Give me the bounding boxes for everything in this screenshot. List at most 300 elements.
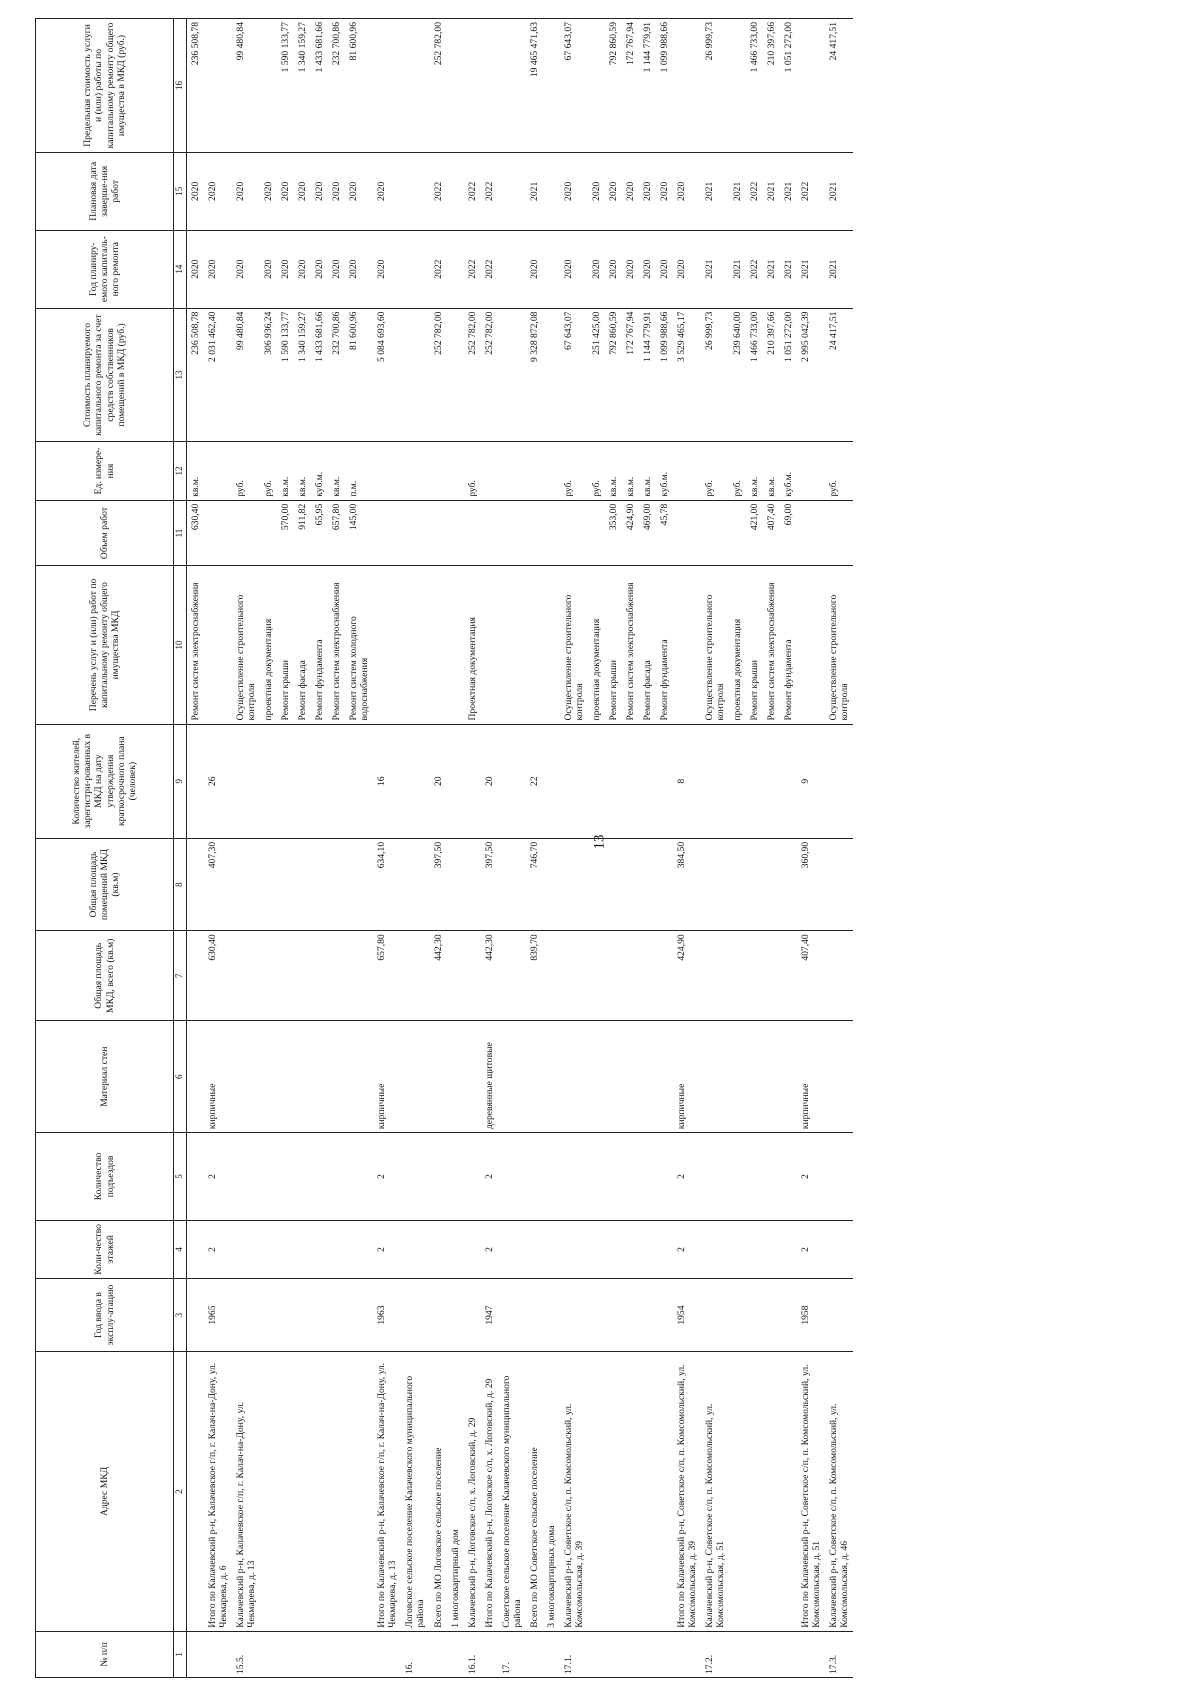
table-body [187,19,854,1678]
table-cell [622,931,639,1021]
table-cell: Ремонт систем электроснабжения [763,566,780,724]
table-cell [260,1631,277,1677]
table-cell: 2020 [373,152,401,230]
table-cell [656,1352,673,1632]
table-cell: 360,90 [797,838,825,930]
table-cell: 2 [797,1133,825,1221]
table-cell [656,931,673,1021]
column-number-row [174,19,187,1678]
table-cell: 2020 [560,230,588,308]
column-number-8: 8 [174,838,187,930]
table-cell: 2020 [204,230,232,308]
table-cell [729,838,746,930]
table-row [464,19,481,1678]
table-cell: кв.м. [639,442,656,500]
table-cell [187,1352,205,1632]
table-cell [622,724,639,838]
table-cell [780,724,797,838]
table-cell [277,931,294,1021]
table-cell: 2022 [746,152,763,230]
table-cell: 19 465 471,63 [526,19,543,153]
table-cell: Ремонт фасада [294,566,311,724]
table-cell [622,1133,639,1221]
table-row [746,19,763,1678]
table-cell [639,724,656,838]
table-cell: 2021 [825,152,853,230]
table-cell [797,19,825,153]
table-cell [464,1133,481,1221]
table-cell: 2020 [328,230,345,308]
table-cell: Итого по Калачевский р-н, Калачевское г/п, г. Калач-на-Дону, ул. Чекмарева, д. 13 [373,1352,401,1632]
column-header-13: Стоимость планируемого капитального ремонта за счет средств собственников помещений в МКД (руб.) [36,308,174,442]
table-cell [825,1220,853,1278]
table-cell: 2022 [797,152,825,230]
column-number-2: 2 [174,1352,187,1632]
table-cell: кирпичные [673,1021,701,1133]
table-cell [729,931,746,1021]
table-cell [701,724,729,838]
table-cell [311,1133,328,1221]
table-cell [526,1220,543,1278]
table-cell: 1 466 733,00 [746,308,763,442]
table-cell [639,1133,656,1221]
table-cell: Осуществление строительного контроля [701,566,729,724]
column-number-1: 1 [174,1631,187,1677]
table-cell [763,1021,780,1133]
table-cell: кв.м. [605,442,622,500]
table-cell [729,1021,746,1133]
table-cell: проектная документация [588,566,605,724]
table-cell [232,1279,260,1352]
table-cell: 2020 [345,230,373,308]
table-cell: 2020 [605,230,622,308]
table-cell [430,1021,447,1133]
table-cell [187,724,205,838]
table-cell: 67 643,07 [560,308,588,442]
table-cell [825,724,853,838]
table-cell: 2021 [729,152,746,230]
table-cell [430,1279,447,1352]
table-cell: 3 529 465,17 [673,308,701,442]
column-header-4: Коли-чество этажей [36,1220,174,1278]
table-cell: 1 099 988,66 [656,19,673,153]
table-cell: 17.3. [825,1631,853,1677]
table-cell [729,1279,746,1352]
table-cell: Калачевский р-н, Советское с/п, п. Комсомольский, ул. Комсомольская, д. 51 [701,1352,729,1632]
table-cell [464,500,481,566]
table-cell: 20 [430,724,447,838]
table-cell [447,1220,464,1278]
table-cell [673,1631,701,1677]
table-cell: 22 [526,724,543,838]
table-cell: руб. [464,442,481,500]
table-cell [622,1220,639,1278]
table-cell [701,1021,729,1133]
table-cell [729,1220,746,1278]
table-cell [656,838,673,930]
table-cell [588,500,605,566]
table-cell [401,152,429,230]
table-cell [763,1133,780,1221]
table-cell [729,1631,746,1677]
table-cell [498,931,526,1021]
table-row [232,19,260,1678]
table-cell: 2 [797,1220,825,1278]
table-cell: 2020 [639,230,656,308]
table-cell [588,1279,605,1352]
table-cell [464,931,481,1021]
table-cell: 2022 [464,152,481,230]
table-cell [780,1220,797,1278]
table-cell [187,838,205,930]
table-cell [656,1631,673,1677]
table-row [430,19,447,1678]
table-cell: 252 782,00 [430,308,447,442]
table-row [187,19,205,1678]
table-cell: руб. [729,442,746,500]
table-cell [260,1021,277,1133]
table-cell: 2 [204,1133,232,1221]
table-cell: руб. [260,442,277,500]
table-cell [639,1631,656,1677]
table-cell [588,838,605,930]
table-cell: 172 767,94 [622,308,639,442]
column-header-2: Адрес МКД [36,1352,174,1632]
table-cell: 630,40 [204,931,232,1021]
table-cell [526,1631,543,1677]
table-cell [673,566,701,724]
table-cell [430,1133,447,1221]
table-cell [746,1133,763,1221]
table-cell [498,230,526,308]
table-cell: 17.2. [701,1631,729,1677]
table-cell: Осуществление строительного контроля [232,566,260,724]
table-cell [447,931,464,1021]
table-cell [373,1631,401,1677]
table-cell [311,724,328,838]
table-row [639,19,656,1678]
table-cell: кв.м. [746,442,763,500]
table-cell [447,152,464,230]
table-cell: 252 782,00 [464,308,481,442]
table-cell [780,1352,797,1632]
table-cell [605,1021,622,1133]
table-cell [526,566,543,724]
table-cell: 9 [797,724,825,838]
column-header-7: Общая площадь МКД, всего (кв.м) [36,931,174,1021]
table-cell [311,1279,328,1352]
table-cell [373,19,401,153]
table-cell: 2020 [345,152,373,230]
table-cell [498,838,526,930]
table-cell: кирпичные [797,1021,825,1133]
table-cell [232,1021,260,1133]
table-cell [328,1279,345,1352]
column-number-10: 10 [174,566,187,724]
table-cell [560,1133,588,1221]
table-cell: Ремонт систем электроснабжения [187,566,205,724]
table-cell: 384,50 [673,838,701,930]
table-cell [605,1631,622,1677]
table-cell: 20 [481,724,498,838]
column-header-8: Общая площадь помещений МКД (кв.м) [36,838,174,930]
table-cell [498,500,526,566]
table-cell: 17.1. [560,1631,588,1677]
table-cell: 407,30 [204,838,232,930]
table-cell [560,1279,588,1352]
table-cell [543,1220,560,1278]
table-row [605,19,622,1678]
table-cell [701,1220,729,1278]
table-cell [294,1133,311,1221]
table-cell: 2020 [311,152,328,230]
table-cell [328,1021,345,1133]
table-cell: 2021 [701,152,729,230]
table-cell: 232 700,86 [328,19,345,153]
table-cell [825,1133,853,1221]
table-row [729,19,746,1678]
table-cell: 2020 [277,230,294,308]
table-cell: 1 466 733,00 [746,19,763,153]
table-row [311,19,328,1678]
table-cell: 1 340 159,27 [294,19,311,153]
table-cell [622,1279,639,1352]
table-cell [345,1021,373,1133]
table-cell [605,1220,622,1278]
table-cell [260,1220,277,1278]
table-cell: 2020 [673,230,701,308]
table-cell [780,1631,797,1677]
table-cell: 24 417,51 [825,308,853,442]
table-cell [526,1279,543,1352]
table-cell [204,500,232,566]
table-cell [673,500,701,566]
table-cell [498,152,526,230]
table-cell [260,724,277,838]
table-cell: 2 [373,1133,401,1221]
table-cell [701,838,729,930]
table-cell: 99 480,84 [232,308,260,442]
table-cell [605,1279,622,1352]
table-cell: 407,40 [763,500,780,566]
table-cell [447,1279,464,1352]
table-cell: деревянные щитовые [481,1021,498,1133]
table-cell: 26 [204,724,232,838]
table-cell: 252 782,00 [430,19,447,153]
table-cell: 2020 [232,230,260,308]
table-cell: 306 936,24 [260,308,277,442]
table-cell: 2 031 462,40 [204,308,232,442]
table-cell [260,931,277,1021]
header-row [36,19,174,1678]
table-cell: проектная документация [729,566,746,724]
table-cell [588,1352,605,1632]
table-row [277,19,294,1678]
table-cell: 1 051 272,00 [780,308,797,442]
table-cell: 1 340 159,27 [294,308,311,442]
table-cell [701,500,729,566]
table-cell: 252 782,00 [481,308,498,442]
table-cell: 16.1. [464,1631,481,1677]
table-cell [294,1279,311,1352]
table-cell: 1958 [797,1279,825,1352]
table-cell: 1965 [204,1279,232,1352]
table-cell [401,838,429,930]
table-cell: 2021 [780,230,797,308]
table-cell [187,1220,205,1278]
table-cell [622,1021,639,1133]
table-cell [401,308,429,442]
table-cell [498,1279,526,1352]
table-cell: Итого по Калачевский р-н, Логовское с/п, х. Логовский, д. 29 [481,1352,498,1632]
table-cell [763,1279,780,1352]
table-cell [656,724,673,838]
table-cell: кирпичные [373,1021,401,1133]
table-cell: кв.м. [277,442,294,500]
table-cell [543,442,560,500]
table-cell [430,500,447,566]
table-cell: 9 328 872,08 [526,308,543,442]
table-cell: 2 995 042,39 [797,308,825,442]
table-cell: 65,95 [311,500,328,566]
table-cell: 2020 [294,152,311,230]
table-cell [763,931,780,1021]
column-number-4: 4 [174,1220,187,1278]
column-number-7: 7 [174,931,187,1021]
table-cell [701,1133,729,1221]
table-cell [328,838,345,930]
table-cell [447,1631,464,1677]
table-cell [464,1220,481,1278]
table-cell [481,19,498,153]
table-cell [763,724,780,838]
table-cell [464,1021,481,1133]
table-cell: 2 [204,1220,232,1278]
table-cell: п.м. [345,442,373,500]
table-cell: Итого по Калачевский р-н, Советское с/п, п. Комсомольский, ул. Комсомольская, д. 51 [797,1352,825,1632]
table-cell [746,1352,763,1632]
table-cell [605,931,622,1021]
table-cell: 2020 [588,230,605,308]
table-cell: 236 508,78 [187,19,205,153]
column-number-16: 16 [174,19,187,153]
table-cell [232,724,260,838]
table-cell [260,500,277,566]
table-cell [639,1279,656,1352]
table-cell: 424,90 [673,931,701,1021]
table-cell [187,1133,205,1221]
table-cell: 1 433 681,66 [311,308,328,442]
column-number-9: 9 [174,724,187,838]
table-cell [543,931,560,1021]
table-cell [656,1220,673,1278]
table-cell [498,724,526,838]
table-cell: 2020 [526,230,543,308]
table-cell [498,308,526,442]
table-cell [560,838,588,930]
table-cell [260,19,277,153]
table-cell [763,1631,780,1677]
table-cell [763,1220,780,1278]
table-cell [481,500,498,566]
table-cell [498,1021,526,1133]
table-cell [328,931,345,1021]
table-cell: 69,00 [780,500,797,566]
table-cell [526,442,543,500]
table-cell: 2020 [673,152,701,230]
table-cell: 421,00 [746,500,763,566]
table-cell [401,1021,429,1133]
table-cell [560,500,588,566]
table-cell: 24 417,51 [825,19,853,153]
table-cell [345,724,373,838]
table-cell [277,1631,294,1677]
table-cell [401,931,429,1021]
table-cell [498,1133,526,1221]
table-cell [464,1279,481,1352]
table-cell: Калачевский р-н, Советское с/п, п. Комсомольский, ул. Комсомольская, д. 39 [560,1352,588,1632]
table-cell: 792 860,59 [605,308,622,442]
table-cell [277,1279,294,1352]
table-cell: Проектная документация [464,566,481,724]
table-cell: 2021 [825,230,853,308]
table-cell [430,1220,447,1278]
table-cell [260,1279,277,1352]
table-cell [345,1133,373,1221]
table-cell: 839,70 [526,931,543,1021]
table-cell [204,442,232,500]
table-cell [729,19,746,153]
table-cell: 2021 [780,152,797,230]
table-cell [746,838,763,930]
table-cell [543,1133,560,1221]
table-cell: 2020 [639,152,656,230]
table-cell: кв.м. [294,442,311,500]
table-cell: 2 [673,1133,701,1221]
table-cell [560,724,588,838]
table-row [622,19,639,1678]
table-cell [763,1352,780,1632]
table-cell: Осуществление строительного контроля [560,566,588,724]
table-cell: Ремонт систем холодного водоснабжения [345,566,373,724]
table-cell [729,1133,746,1221]
column-number-12: 12 [174,442,187,500]
table-cell [543,838,560,930]
table-cell [447,308,464,442]
table-cell: 630,40 [187,500,205,566]
table-row [673,19,701,1678]
column-header-16: Предельная стоимость услуги и (или) работы по капитальному ремонту общего имущества в МКД (руб.) [36,19,174,153]
table-cell [373,500,401,566]
table-cell: 239 640,00 [729,308,746,442]
table-cell: Ремонт систем электроснабжения [328,566,345,724]
table-cell [401,19,429,153]
table-cell: 1963 [373,1279,401,1352]
table-cell: 2020 [588,152,605,230]
column-header-1: № п/п [36,1631,174,1677]
table-cell: проектная документация [260,566,277,724]
table-cell: Всего по МО Советское сельское поселение [526,1352,543,1632]
column-number-5: 5 [174,1133,187,1221]
table-row [825,19,853,1678]
table-cell: 2020 [373,230,401,308]
table-cell [498,442,526,500]
table-cell [447,500,464,566]
table-cell [543,152,560,230]
table-cell [345,1220,373,1278]
table-cell: Калачевский р-н, Советское с/п, п. Комсомольский, ул. Комсомольская, д. 46 [825,1352,853,1632]
table-cell [277,724,294,838]
